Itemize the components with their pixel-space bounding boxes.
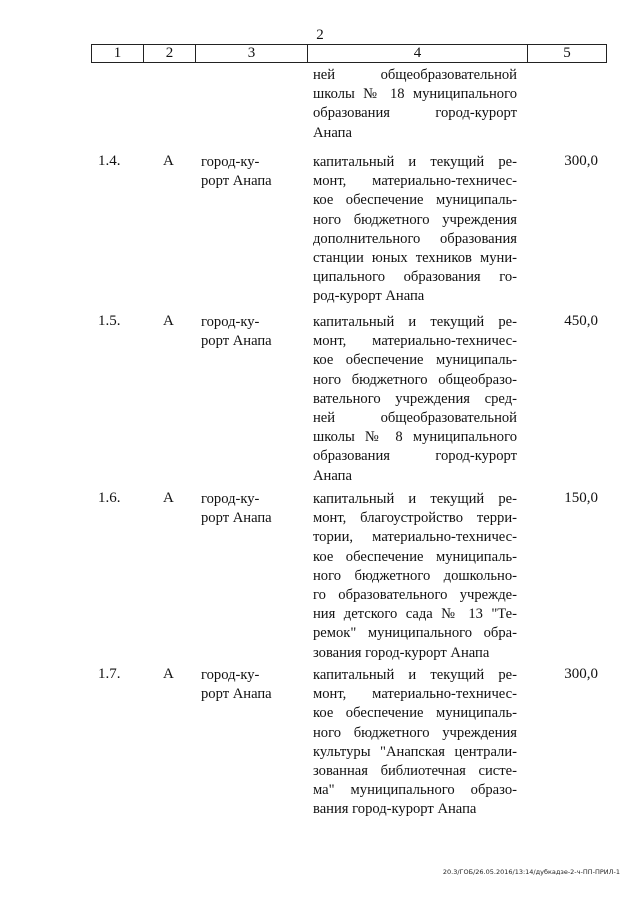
row-description	[313, 153, 517, 307]
territory-line: рорт Анапа	[201, 510, 272, 527]
column-header-1: 1	[92, 45, 144, 62]
description-line: кое обеспечение муниципаль-	[313, 705, 517, 722]
row-description	[313, 666, 517, 820]
description-line: кое обеспечение муниципаль-	[313, 548, 517, 565]
description-line: станции юных техников муни-	[313, 250, 517, 267]
row-territory	[201, 153, 291, 191]
row-description	[313, 313, 517, 486]
description-line: кое обеспечение муниципаль-	[313, 352, 517, 369]
description-line: капитальный и текущий ре-	[313, 667, 517, 683]
territory-line: город-ку-	[201, 667, 260, 683]
row-number: 1.7.	[98, 666, 121, 682]
column-header-row	[91, 44, 607, 63]
description-line: ного бюджетного общеобразо-	[313, 371, 517, 388]
row-description	[313, 490, 517, 663]
continued-description	[313, 66, 517, 143]
row-letter: А	[163, 490, 174, 506]
territory-line: город-ку-	[201, 491, 260, 507]
territory-line: город-ку-	[201, 154, 260, 170]
description-line: монт, благоустройство терри-	[313, 510, 517, 527]
description-line: ней общеобразовательной	[313, 410, 517, 427]
description-line: ципального образования го-	[313, 269, 517, 286]
description-line: образования город-курорт	[313, 448, 517, 465]
page-number: 2	[316, 27, 324, 43]
territory-line: рорт Анапа	[201, 686, 272, 703]
description-line: тории, материально-техничес-	[313, 529, 517, 546]
description-line: капитальный и текущий ре-	[313, 314, 517, 330]
description-line: монт, материально-техничес-	[313, 686, 517, 703]
description-line: образования город-курорт	[313, 105, 517, 122]
row-number: 1.4.	[98, 153, 121, 169]
description-line: капитальный и текущий ре-	[313, 491, 517, 507]
territory-line: рорт Анапа	[201, 173, 272, 190]
territory-line: рорт Анапа	[201, 333, 272, 350]
description-line: вания город-курорт Анапа	[313, 801, 477, 818]
description-line: зованная библиотечная систе-	[313, 763, 517, 780]
description-line: Анапа	[313, 124, 352, 141]
row-amount: 300,0	[564, 153, 598, 169]
description-line: ного бюджетного учреждения	[313, 211, 517, 228]
row-territory	[201, 490, 291, 528]
row-number: 1.5.	[98, 313, 121, 329]
description-line: ного бюджетного учреждения	[313, 724, 517, 741]
description-line: ней общеобразовательной	[313, 67, 517, 83]
description-line: го образовательного учрежде-	[313, 587, 517, 604]
document-footer: 20.3/ГОБ/26.05.2016/13:14/дубкадзе-2-ч-ПП-ПРИЛ-1	[442, 868, 620, 876]
description-line: школы № 18 муниципального	[313, 86, 517, 103]
description-line: вательного учреждения сред-	[313, 390, 517, 407]
description-line: культуры "Анапская централи-	[313, 743, 517, 760]
row-letter: А	[163, 666, 174, 682]
territory-line: город-ку-	[201, 314, 260, 330]
row-amount: 150,0	[564, 490, 598, 506]
description-line: зования город-курорт Анапа	[313, 644, 490, 661]
description-line: монт, материально-техничес-	[313, 333, 517, 350]
column-header-4: 4	[308, 45, 528, 62]
description-line: ремок" муниципального обра-	[313, 625, 517, 642]
column-header-3: 3	[196, 45, 308, 62]
description-line: капитальный и текущий ре-	[313, 154, 517, 170]
row-letter: А	[163, 313, 174, 329]
description-line: монт, материально-техничес-	[313, 173, 517, 190]
row-number: 1.6.	[98, 490, 121, 506]
column-header-5: 5	[563, 45, 571, 61]
column-header-2: 2	[144, 45, 196, 62]
description-line: ния детского сада № 13 "Те-	[313, 606, 517, 623]
description-line: кое обеспечение муниципаль-	[313, 192, 517, 209]
row-territory	[201, 313, 291, 351]
description-line: род-курорт Анапа	[313, 288, 425, 305]
description-line: ного бюджетного дошкольно-	[313, 567, 517, 584]
description-line: дополнительного образования	[313, 230, 517, 247]
description-line: ма" муниципального образо-	[313, 782, 517, 799]
row-amount: 300,0	[564, 666, 598, 682]
description-line: Анапа	[313, 467, 352, 484]
row-amount: 450,0	[564, 313, 598, 329]
row-territory	[201, 666, 291, 704]
description-line: школы № 8 муниципального	[313, 429, 517, 446]
row-letter: А	[163, 153, 174, 169]
